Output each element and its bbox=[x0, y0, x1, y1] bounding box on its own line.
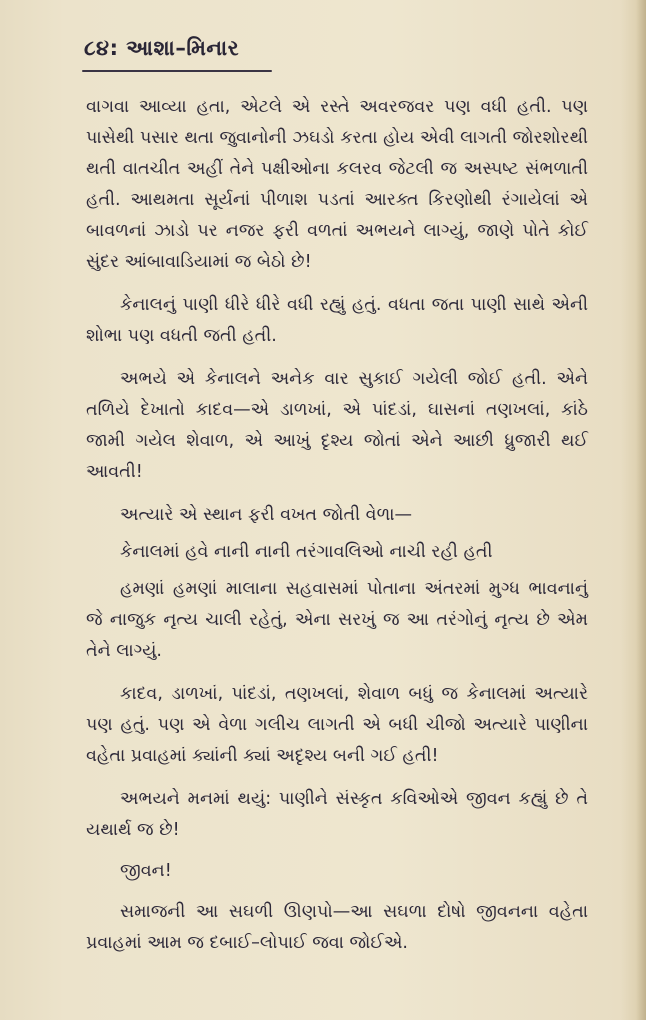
body-text bbox=[86, 92, 588, 971]
header-underline bbox=[82, 70, 272, 72]
paragraph: વાગવા આવ્યા હતા, એટલે એ રસ્તે અવરજવર પણ વધી હતી. પણ પાસેથી પસાર થતા જુવાનોની ઝઘડો કરતા હોય એવી લાગતી જોરશોરથી થતી વાતચીત અહીં તેને પક્ષીઓના કલરવ જેટલી જ અસ્પષ્ટ સંભળાતી હતી. આથમતા સૂર્યનાં પીળાશ પડતાં આરક્ત કિરણોથી રંગાયેલાં એ બાવળનાં ઝાડો પર નજર ફરી વળતાં અભયને લાગ્યું, જાણે પોતે કોઈ સુંદર આંબાવાડિયામાં જ બેઠો છે! bbox=[86, 97, 588, 272]
paragraph: સમાજની આ સઘળી ઊણપો—આ સઘળા દોષો જીવનના વહેતા પ્રવાહમાં આમ જ દબાઈ–લોપાઈ જવા જોઈએ. bbox=[86, 902, 588, 953]
paragraph: કેનાલમાં હવે નાની નાની તરંગાવલિઓ નાચી રહી હતી bbox=[120, 542, 493, 562]
paragraph: કેનાલનું પાણી ધીરે ધીરે વધી રહ્યું હતું. વધતા જતા પાણી સાથે એની શોભા પણ વધતી જતી હતી. bbox=[86, 295, 588, 346]
paragraph: અત્યારે એ સ્થાન ફરી વખત જોતી વેળા— bbox=[120, 505, 413, 525]
paragraph: હમણાં હમણાં માલાના સહવાસમાં પોતાના અંતરમાં મુગ્ધ ભાવનાનું જે નાજુક નૃત્ય ચાલી રહેતું, એના સરખું જ આ તરંગોનું નૃત્ય છે એમ તેને લાગ્યું. bbox=[86, 579, 588, 661]
paragraph: અભયે એ કેનાલને અનેક વાર સુકાઈ ગયેલી જોઈ હતી. એને તળિયે દેખાતો કાદવ—એ ડાળખાં, એ પાંદડાં, ઘાસનાં તણખલાં, કાંઠે જામી ગયેલ શેવાળ, એ આખું દૃશ્ય જોતાં એને આછી ધ્રુજારી થઈ આવતી! bbox=[86, 369, 588, 482]
paragraph: કાદવ, ડાળખાં, પાંદડાં, તણખલાં, શેવાળ બધું જ કેનાલમાં અત્યારે પણ હતું. પણ એ વેળા ગલીચ લાગતી એ બધી ચીજો અત્યારે પાણીના વહેતા પ્રવાહમાં ક્યાંની ક્યાં અદૃશ્ય બની ગઈ હતી! bbox=[86, 684, 588, 766]
page-edge-shadow bbox=[636, 0, 646, 1020]
paragraph: જીવન! bbox=[120, 861, 172, 881]
running-header: ૮૪: આશા–મિનાર bbox=[84, 36, 240, 60]
paragraph: અભયને મનમાં થયું: પાણીને સંસ્કૃત કવિઓએ જીવન કહ્યું છે તે યથાર્થ જ છે! bbox=[86, 789, 588, 840]
